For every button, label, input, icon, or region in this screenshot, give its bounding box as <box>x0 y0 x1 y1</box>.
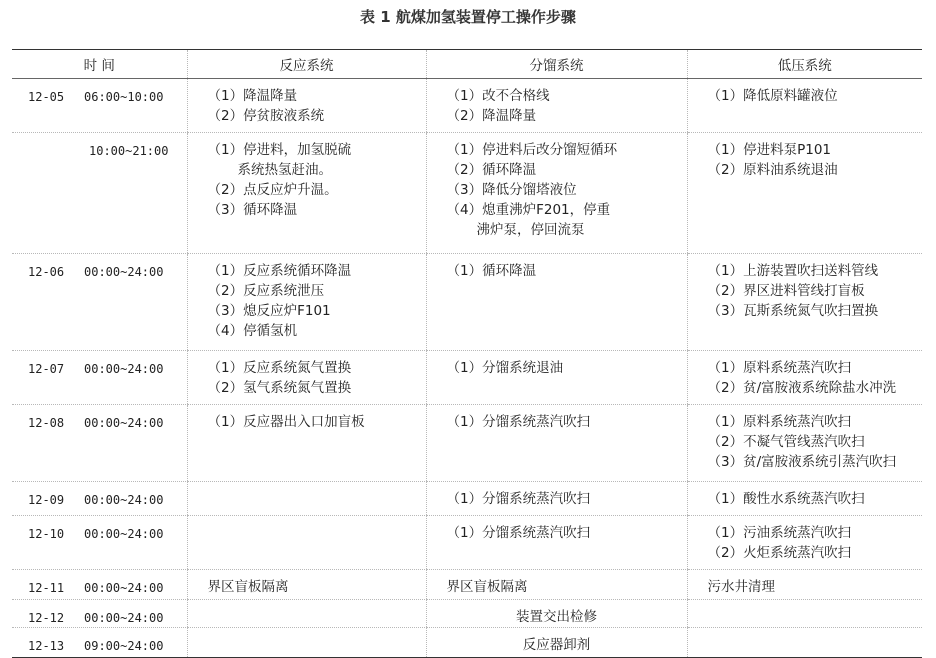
reaction-cell <box>187 133 426 254</box>
low-pressure-cell <box>687 570 922 600</box>
list-item <box>447 220 687 240</box>
list-item: （2）贫/富胺液系统除盐水冲洗 <box>707 380 897 396</box>
reaction-cell <box>187 254 426 351</box>
list-item: （1）酸性水系统蒸汽吹扫 <box>707 491 865 507</box>
low-pressure-cell <box>687 482 922 516</box>
list-item: （2）停贫胺液系统 <box>207 108 325 124</box>
list-item: （3）熄反应炉F101 <box>207 303 331 319</box>
time-cell <box>12 628 187 658</box>
list-item: （2）原料油系统退油 <box>707 162 838 178</box>
list-item: （1）反应系统氮气置换 <box>207 360 352 376</box>
reaction-cell <box>187 516 426 570</box>
reaction-cell <box>187 405 426 482</box>
reaction-cell <box>187 628 426 658</box>
list-item <box>208 160 426 180</box>
list-item: （1）分馏系统退油 <box>446 360 564 376</box>
list-item: （1）停进料泵P101 <box>707 142 831 158</box>
time-cell <box>12 570 187 600</box>
list-item: （1）原料系统蒸汽吹扫 <box>707 414 852 430</box>
list-item: （2）反应系统泄压 <box>207 283 325 299</box>
fractionation-cell <box>426 405 687 482</box>
time-range: 00:00~24:00 <box>84 265 164 279</box>
header-reaction: 反应系统 <box>187 50 426 79</box>
time-range: 00:00~24:00 <box>84 581 164 595</box>
list-item: （3）贫/富胺液系统引蒸汽吹扫 <box>707 454 897 470</box>
cell-text: 反应器卸剂 <box>522 637 591 653</box>
list-item: （1）反应器出入口加盲板 <box>207 414 365 430</box>
low-pressure-cell <box>687 79 922 133</box>
list-item: （1）反应系统循环降温 <box>207 263 352 279</box>
list-item: （2）氢气系统氮气置换 <box>207 380 352 396</box>
fractionation-cell <box>426 482 687 516</box>
list-item: （4）停循氢机 <box>207 323 298 339</box>
low-pressure-cell <box>687 600 922 628</box>
list-item: （2）循环降温 <box>446 162 537 178</box>
low-pressure-cell <box>687 254 922 351</box>
list-item: （3）瓦斯系统氮气吹扫置换 <box>707 303 879 319</box>
table-row <box>12 600 922 628</box>
continued-text: 系统热氢赶油。 <box>237 162 332 178</box>
date: 12-11 <box>28 581 65 595</box>
date: 12-12 <box>28 611 65 625</box>
list-item: （2）降温降量 <box>446 108 537 124</box>
list-item: （1）原料系统蒸汽吹扫 <box>707 360 852 376</box>
date: 12-06 <box>28 265 65 279</box>
time-range: 00:00~24:00 <box>84 493 164 507</box>
time-range: 06:00~10:00 <box>84 90 164 104</box>
table-row <box>12 405 922 482</box>
cell-text: 界区盲板隔离 <box>207 579 289 595</box>
table-row <box>12 516 922 570</box>
list-item: （1）降温降量 <box>207 88 298 104</box>
list-item: （4）熄重沸炉F201，停重 <box>446 202 611 218</box>
time-cell <box>12 254 187 351</box>
list-item: （2）界区进料管线打盲板 <box>707 283 865 299</box>
time-range: 00:00~24:00 <box>84 416 164 430</box>
fractionation-cell <box>426 254 687 351</box>
date: 12-09 <box>28 493 65 507</box>
table-caption: 表 1 航煤加氢装置停工操作步骤 <box>360 8 576 26</box>
header-fractionation: 分馏系统 <box>426 50 687 79</box>
table-row <box>12 79 922 133</box>
table-row <box>12 133 922 254</box>
low-pressure-cell <box>687 628 922 658</box>
reaction-cell <box>187 570 426 600</box>
time-cell <box>12 405 187 482</box>
cell-text: 污水井清理 <box>707 579 775 595</box>
time-cell <box>12 133 187 254</box>
list-item: （1）污油系统蒸汽吹扫 <box>707 525 852 541</box>
continued-text: 沸炉泵，停回流泵 <box>476 222 585 238</box>
fractionation-cell <box>426 79 687 133</box>
date: 12-05 <box>28 90 65 104</box>
list-item: （1）分馏系统蒸汽吹扫 <box>446 414 591 430</box>
table-row <box>12 570 922 600</box>
shutdown-steps-table <box>12 49 922 658</box>
list-item: （2）火炬系统蒸汽吹扫 <box>707 545 852 561</box>
date: 12-10 <box>28 527 65 541</box>
time-range: 00:00~24:00 <box>84 362 164 376</box>
list-item: （1）上游装置吹扫送料管线 <box>707 263 879 279</box>
merged-cell <box>426 628 687 658</box>
time-range: 00:00~24:00 <box>84 527 164 541</box>
list-item: （1）分馏系统蒸汽吹扫 <box>446 491 591 507</box>
cell-text: 界区盲板隔离 <box>446 579 528 595</box>
header-row <box>12 50 922 79</box>
list-item: （1）循环降温 <box>446 263 537 279</box>
list-item: （2）点反应炉升温。 <box>207 182 338 198</box>
time-cell <box>12 600 187 628</box>
header-low-pressure: 低压系统 <box>687 50 922 79</box>
low-pressure-cell <box>687 405 922 482</box>
date: 12-07 <box>28 362 65 376</box>
list-item: （2）不凝气管线蒸汽吹扫 <box>707 434 865 450</box>
fractionation-cell <box>426 133 687 254</box>
fractionation-cell <box>426 570 687 600</box>
time-cell <box>12 79 187 133</box>
list-item: （1）改不合格线 <box>446 88 550 104</box>
reaction-cell <box>187 351 426 405</box>
date: 12-08 <box>28 416 65 430</box>
table-row <box>12 254 922 351</box>
cell-text: 装置交出检修 <box>516 609 597 625</box>
table-row <box>12 482 922 516</box>
merged-cell <box>426 600 687 628</box>
date: 12-13 <box>28 639 65 653</box>
table-row <box>12 628 922 658</box>
list-item: （1）分馏系统蒸汽吹扫 <box>446 525 591 541</box>
table-row <box>12 351 922 405</box>
time-range: 00:00~24:00 <box>84 611 164 625</box>
header-time: 时 间 <box>12 50 187 79</box>
fractionation-cell <box>426 516 687 570</box>
reaction-cell <box>187 482 426 516</box>
list-item: （1）降低原料罐液位 <box>707 88 838 104</box>
time-cell <box>12 516 187 570</box>
low-pressure-cell <box>687 516 922 570</box>
time-range: 09:00~24:00 <box>84 639 164 653</box>
time-cell <box>12 351 187 405</box>
time-cell <box>12 482 187 516</box>
list-item: （1）停进料，加氢脱硫 <box>207 142 352 158</box>
list-item: （1）停进料后改分馏短循环 <box>446 142 618 158</box>
reaction-cell <box>187 600 426 628</box>
list-item: （3）降低分馏塔液位 <box>446 182 577 198</box>
fractionation-cell <box>426 351 687 405</box>
low-pressure-cell <box>687 133 922 254</box>
time-range: 10:00~21:00 <box>89 144 169 158</box>
low-pressure-cell <box>687 351 922 405</box>
reaction-cell <box>187 79 426 133</box>
list-item: （3）循环降温 <box>207 202 298 218</box>
